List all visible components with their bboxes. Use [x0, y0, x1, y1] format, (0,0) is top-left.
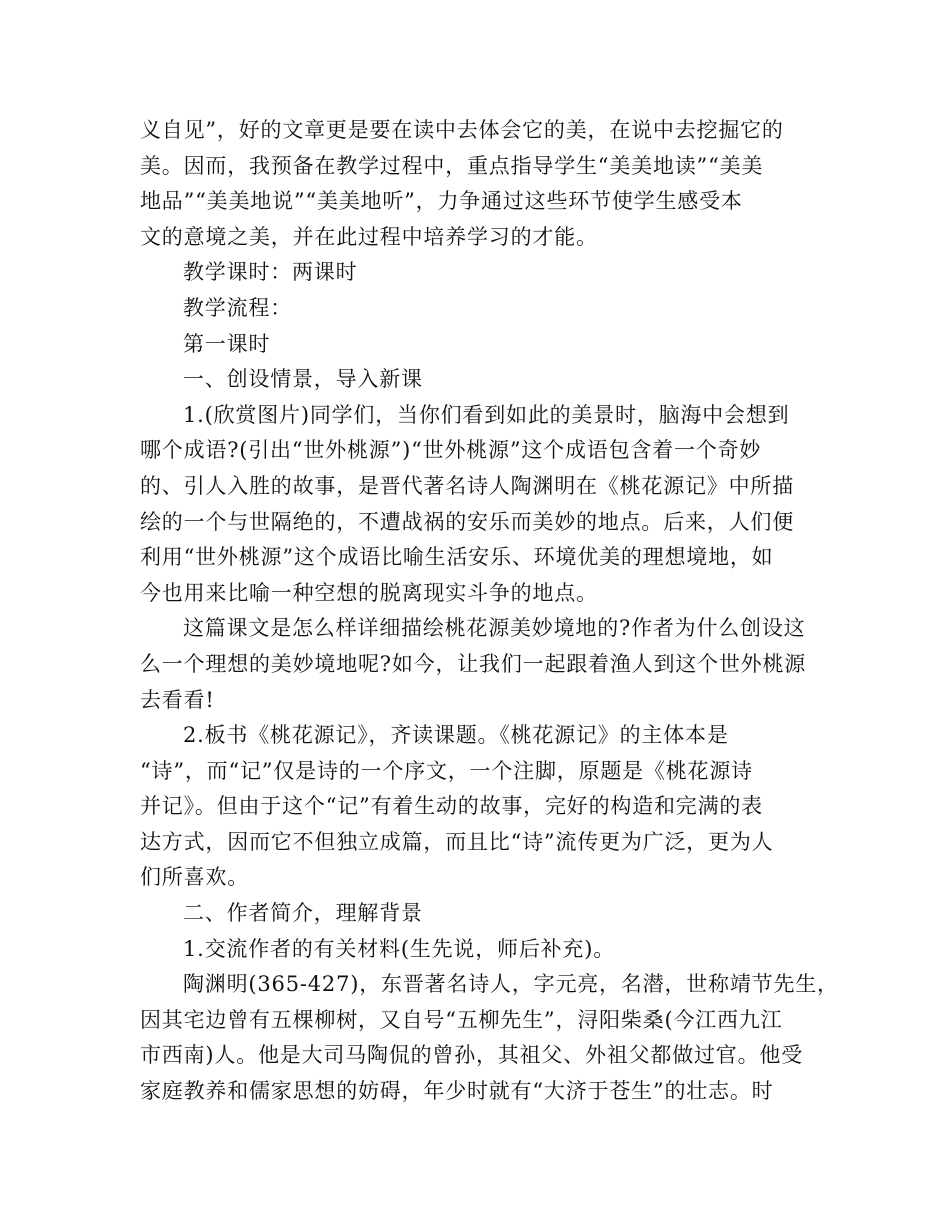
section-heading-2: 二、作者简介，理解背景	[183, 901, 423, 926]
text-line: 陶渊明(365-427)，东晋著名诗人，字元亮，名潜，世称靖节先生，	[183, 972, 839, 997]
text-line: 达方式，因而它不但独立成篇，而且比“诗”流传更为广泛，更为人	[140, 829, 774, 854]
section-heading-1: 一、创设情景，导入新课	[183, 367, 423, 392]
text-line: 市西南)人。他是大司马陶侃的曾孙，其祖父、外祖父都做过官。他受	[140, 1043, 803, 1068]
first-lesson-heading: 第一课时	[183, 331, 271, 356]
text-line: 绘的一个与世隔绝的，不遭战祸的安乐而美妙的地点。后来，人们便	[140, 509, 794, 534]
text-line: 1.交流作者的有关材料(生先说，师后补充)。	[183, 936, 616, 961]
text-line: 1.(欣赏图片)同学们，当你们看到如此的美景时，脑海中会想到	[183, 402, 790, 427]
teaching-process-heading: 教学流程：	[183, 295, 292, 320]
text-line: 今也用来比喻一种空想的脱离现实斗争的地点。	[140, 580, 598, 605]
text-line: 哪个成语?(引出“世外桃源”)“世外桃源”这个成语包含着一个奇妙	[140, 438, 762, 463]
text-line: 家庭教养和儒家思想的妨碍，年少时就有“大济于苍生”的壮志。时	[140, 1079, 774, 1104]
lesson-hours: 教学课时：两课时	[183, 260, 358, 285]
text-line: 因其宅边曾有五棵柳树，又自号“五柳先生”，浔阳柴桑(今江西九江	[140, 1007, 783, 1032]
text-line: 地品”“美美地说”“美美地听”，力争通过这些环节使学生感受本	[140, 189, 743, 214]
text-line: 文的意境之美，并在此过程中培养学习的才能。	[140, 224, 598, 249]
text-line: 2.板书《桃花源记》，齐读课题。《桃花源记》的主体本是	[183, 723, 729, 748]
text-line: 么一个理想的美妙境地呢?如今，让我们一起跟着渔人到这个世外桃源	[140, 651, 807, 676]
document-body	[140, 113, 839, 1110]
text-line: 们所喜欢。	[140, 865, 249, 890]
text-line: 并记》。但由于这个“记”有着生动的故事，完好的构造和完满的表	[140, 794, 763, 819]
text-line: 义自见”，好的文章更是要在读中去体会它的美，在说中去挖掘它的	[140, 118, 784, 142]
text-line: “诗”，而“记”仅是诗的一个序文，一个注脚，原题是《桃花源诗	[140, 758, 753, 783]
text-line: 去看看!	[140, 687, 215, 712]
text-line: 美。因而，我预备在教学过程中，重点指导学生“美美地读”“美美	[140, 153, 764, 178]
text-line: 利用“世外桃源”这个成语比喻生活安乐、环境优美的理想境地，如	[140, 545, 774, 570]
text-line: 这篇课文是怎么样详细描绘桃花源美妙境地的?作者为什么创设这	[183, 616, 806, 641]
text-line: 的、引人入胜的故事，是晋代著名诗人陶渊明在《桃花源记》中所描	[140, 473, 794, 498]
